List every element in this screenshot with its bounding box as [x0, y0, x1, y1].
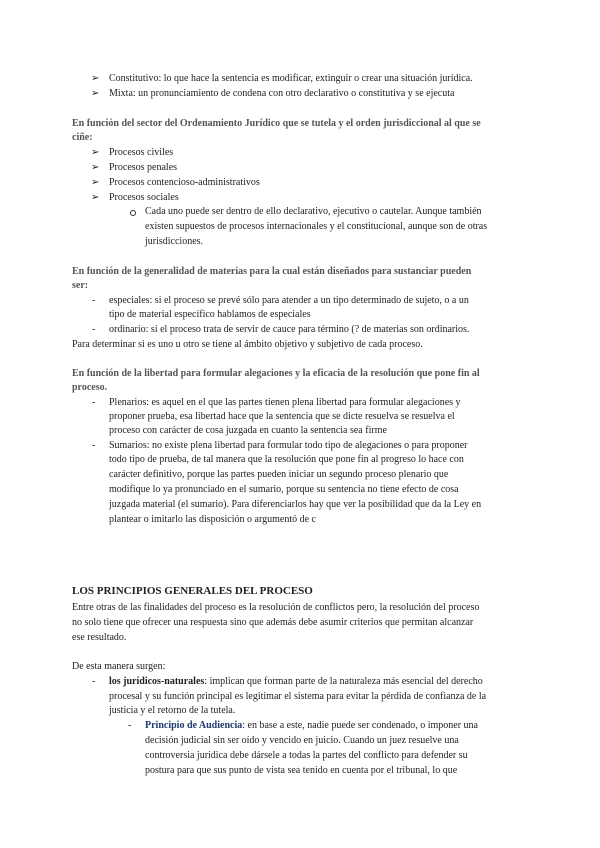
section-heading: ciñe:: [72, 132, 93, 143]
dash-bullet: -: [128, 720, 132, 731]
list-item: Procesos contencioso-administrativos: [109, 177, 260, 188]
arrow-bullet-icon: ➢: [91, 192, 100, 203]
arrow-bullet-icon: ➢: [91, 162, 100, 173]
list-item: Mixta: un pronunciamiento de condena con otro declarativo o constitutiva y se ejecuta: [109, 88, 455, 99]
list-item: plantear o imitarlo las disposición o argumentó de c: [109, 514, 316, 525]
list-item: decisión judicial sin ser oído y vencido en juicio. Cuando un juez resuelve una: [145, 735, 459, 746]
list-item: Plenarios: es aquel en el que las partes tienen plena libertad para formular alegaciones y: [109, 397, 461, 408]
paragraph: no solo tiene que ofrecer una respuesta sino que además debe asumir criterios que permitan alcanzar: [72, 617, 474, 628]
paragraph: De esta manera surgen:: [72, 661, 166, 672]
list-item: procesal y su función principal es legitimar el sistema para evitar la pérdida de confianza de la: [109, 691, 487, 702]
dash-bullet: -: [92, 676, 96, 687]
section-heading: En función de la generalidad de materias para la cual están diseñados para sustanciar pueden: [72, 266, 472, 277]
arrow-bullet-icon: ➢: [91, 88, 100, 99]
arrow-bullet-icon: ➢: [91, 177, 100, 188]
bold-term: Principio de Audiencia: [145, 720, 243, 731]
list-item: modifique lo ya pronunciado en el sumario, porque su sentencia no tiene efecto de cosa: [109, 484, 459, 495]
list-item: Procesos penales: [109, 162, 178, 173]
bold-term: los jurídicos-naturales: [109, 676, 205, 687]
list-item: los jurídicos-naturales: implican que forman parte de la naturaleza más esencial del derecho: [109, 676, 483, 687]
dash-bullet: -: [92, 324, 96, 335]
list-item-text: : en base a este, nadie puede ser condenado, o imponer una: [242, 720, 478, 731]
section-heading: proceso.: [72, 382, 108, 393]
section-heading: ser:: [72, 280, 89, 291]
paragraph: ese resultado.: [72, 632, 127, 643]
list-item: tipo de material específico hablamos de especiales: [109, 309, 311, 320]
list-item: justicia y el retorno de la tutela.: [109, 705, 236, 716]
list-item-text: implican que forman parte de la naturaleza más esencial del derecho: [209, 676, 483, 687]
sub-item-text: jurisdicciones.: [145, 236, 204, 247]
list-item: Constitutivo: lo que hace la sentencia es modificar, extinguir o crear una situación jurídica.: [109, 73, 473, 84]
paragraph-note: Para determinar si es uno u otro se tiene al ámbito objetivo y subjetivo de cada proceso.: [72, 339, 423, 350]
paragraph: Entre otras de las finalidades del proceso es la resolución de conflictos pero, la resolución del proceso: [72, 602, 480, 613]
list-item: controversia jurídica debe dársele a todas la partes del conflicto para defender su: [145, 750, 468, 761]
list-item: Sumarios: no existe plena libertad para formular todo tipo de alegaciones o para proponer: [109, 440, 468, 451]
list-item: ordinario: si el proceso trata de servir de cauce para término (? de materias son ordinarios.: [109, 324, 470, 335]
circle-bullet-icon: [130, 207, 136, 220]
section-heading: En función de la libertad para formular alegaciones y la eficacia de la resolución que pone fin al: [72, 368, 480, 379]
list-item: [145, 719, 478, 732]
section-title: LOS PRINCIPIOS GENERALES DEL PROCESO: [72, 585, 313, 597]
list-item: todo tipo de prueba, de tal manera que la resolución que pone fin al progreso lo hace con: [109, 454, 464, 465]
list-item: postura para que sus punto de vista sea tenido en cuenta por el tribunal, lo que: [145, 765, 458, 776]
arrow-bullet-icon: ➢: [91, 73, 100, 84]
dash-bullet: -: [92, 295, 96, 306]
arrow-bullet-icon: ➢: [91, 147, 100, 158]
sub-item-text: Cada uno puede ser dentro de ello declarativo, ejecutivo o cautelar. Aunque también: [145, 206, 482, 217]
list-item: carácter definitivo, porque las partes pueden iniciar un segundo proceso plenario que: [109, 469, 449, 480]
list-item: juzgada material (el sumario). Para diferenciarlos hay que ver la posibilidad que da la Ley en: [109, 499, 482, 510]
list-item: Procesos sociales: [109, 192, 179, 203]
dash-bullet: -: [92, 440, 96, 451]
list-item: Procesos civiles: [109, 147, 174, 158]
dash-bullet: -: [92, 397, 96, 408]
list-item: proponer prueba, esa libertad hace que la sentencia que se dicte resuelva se resuelva el: [109, 411, 455, 422]
section-heading: En función del sector del Ordenamiento Jurídico que se tutela y el orden jurisdiccional al que se: [72, 118, 481, 129]
list-item: proceso con carácter de cosa juzgada en cuanto la sentencia sea firme: [109, 425, 387, 436]
sub-item-text: existen supuestos de procesos internacionales y el constitucional, aunque son de otras: [145, 221, 488, 232]
list-item: especiales: si el proceso se prevé sólo para atender a un tipo determinado de sujeto, o a un: [109, 295, 469, 306]
